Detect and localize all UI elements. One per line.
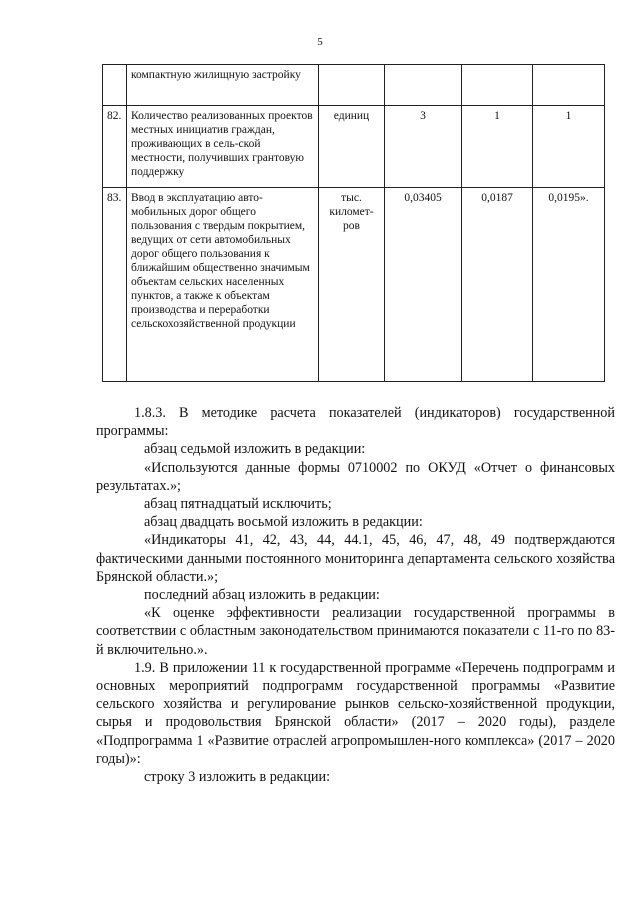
row-number: 83. bbox=[103, 188, 127, 382]
page-number: 5 bbox=[317, 36, 323, 48]
value-2019: 0,0187 bbox=[462, 188, 533, 382]
value-2019: 1 bbox=[462, 106, 533, 188]
paragraph-instruction: абзац пятнадцатый исключить; bbox=[144, 496, 332, 513]
table-row bbox=[103, 106, 605, 188]
paragraph-instruction: последний абзац изложить в редакции: bbox=[144, 587, 380, 604]
unit: тыс. километ-ров bbox=[319, 188, 385, 382]
indicator-name: Ввод в эксплуатацию авто-мобильных дорог общего пользования с твердым покрытием, ведущих от сети автомобильных дорог общего пользования к ближайшим общественно значимым объектам сельских населенных пунктов, а также к объектам производства и переработки сельскохозяйственной продукции bbox=[127, 188, 319, 382]
paragraph-instruction: строку 3 изложить в редакции: bbox=[144, 769, 331, 786]
paragraph-appendix: 1.9. В приложении 11 к государственной программе «Перечень подпрограмм и основных мероприятий подпрограмм государственной программы «Развитие сельского хозяйства и регулирование рынков сельско-хозяйственной продукции, сырья и продовольствия Брянской области» (2017 – 2020 годы), разделе «Подпрограмма 1 «Развитие отраслей агропромышлен-ного комплекса» (2017 – 2020 годы)»: bbox=[96, 659, 615, 767]
value-2018 bbox=[385, 65, 462, 106]
indicator-name: Количество реализованных проектов местных инициатив граждан, проживающих в сель-ской местности, получивших грантовую поддержку bbox=[127, 106, 319, 188]
paragraph-instruction: абзац двадцать восьмой изложить в редакции: bbox=[144, 514, 423, 531]
indicators-table bbox=[102, 64, 605, 382]
value-2019 bbox=[462, 65, 533, 106]
indicator-name: компактную жилищную застройку bbox=[127, 65, 319, 106]
value-2018: 3 bbox=[385, 106, 462, 188]
value-2018: 0,03405 bbox=[385, 188, 462, 382]
value-2020: 0,0195». bbox=[533, 188, 605, 382]
value-2020: 1 bbox=[533, 106, 605, 188]
value-2020 bbox=[533, 65, 605, 106]
paragraph-instruction: абзац седьмой изложить в редакции: bbox=[144, 441, 366, 458]
paragraph-quote: «К оценке эффективности реализации государственной программы в соответствии с областным законодательством принимаются показатели с 11-го по 83-й включительно.». bbox=[96, 605, 615, 658]
table-row bbox=[103, 65, 605, 106]
document-body bbox=[96, 404, 615, 786]
paragraph-quote: «Индикаторы 41, 42, 43, 44, 44.1, 45, 46, 47, 48, 49 подтверждаются фактическими данными постоянного мониторинга департамента сельского хозяйства Брянской области.»; bbox=[96, 532, 615, 585]
paragraph-methodology: 1.8.3. В методике расчета показателей (индикаторов) государственной программы: bbox=[96, 405, 615, 440]
unit bbox=[319, 65, 385, 106]
row-number bbox=[103, 65, 127, 106]
paragraph-quote: «Используются данные формы 0710002 по ОКУД «Отчет о финансовых результатах.»; bbox=[96, 459, 615, 494]
unit: единиц bbox=[319, 106, 385, 188]
row-number: 82. bbox=[103, 106, 127, 188]
table-row bbox=[103, 188, 605, 382]
